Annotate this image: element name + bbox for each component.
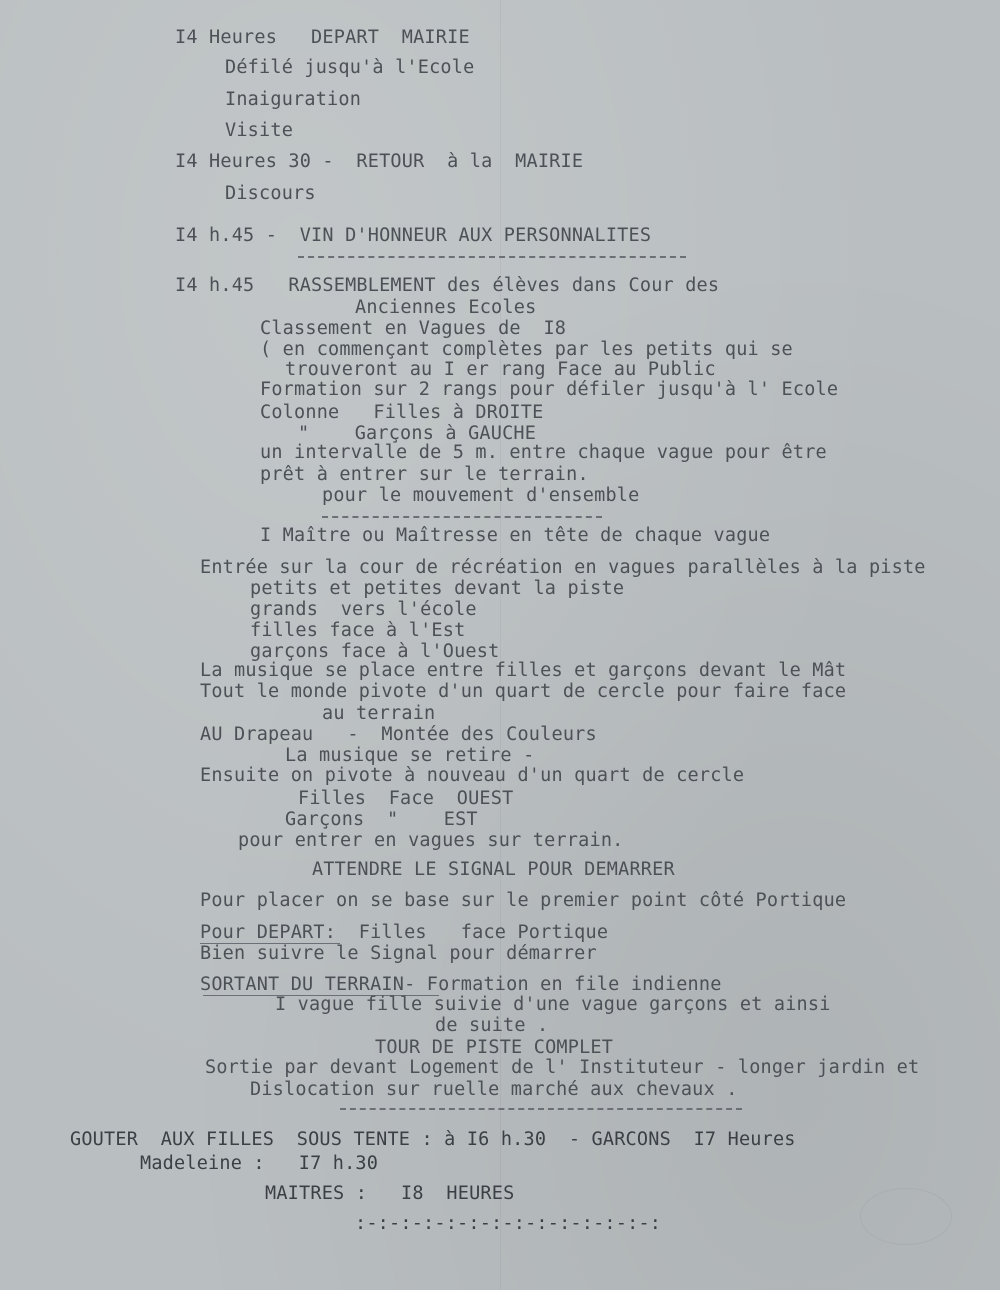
line-au-terrain: au terrain xyxy=(322,703,436,724)
line-sortie: Sortie par devant Logement de l' Instituteur - longer jardin et xyxy=(205,1057,920,1078)
line-rassemblement: I4 h.45 RASSEMBLEMENT des élèves dans Cour des xyxy=(175,275,720,296)
line-vague-fille: I vague fille suivie d'une vague garçons et ainsi xyxy=(275,994,831,1015)
line-mouvement: pour le mouvement d'ensemble xyxy=(322,485,640,506)
line-garcons-est: Garçons " EST xyxy=(285,809,478,830)
line-vin-honneur: I4 h.45 - VIN D'HONNEUR AUX PERSONNALITES xyxy=(175,225,652,246)
line-colonne-filles: Colonne Filles à DROITE xyxy=(260,402,544,423)
line-gouter: GOUTER AUX FILLES SOUS TENTE : à I6 h.30 - GARCONS I7 Heures xyxy=(70,1129,796,1150)
line-musique-retire: La musique se retire - xyxy=(285,745,535,766)
line-musique-place: La musique se place entre filles et garçons devant le Mât xyxy=(200,660,847,681)
line-ensuite: Ensuite on pivote à nouveau d'un quart de cercle xyxy=(200,765,745,786)
line-maitre-tete: I Maître ou Maîtresse en tête de chaque vague xyxy=(260,525,771,546)
line-pour-placer: Pour placer on se base sur le premier point côté Portique xyxy=(200,890,847,911)
line-separator-colons: :-:-:-:-:-:-:-:-:-:-:-:-:-: xyxy=(355,1213,662,1234)
line-grands: grands vers l'école xyxy=(250,599,477,620)
line-tour-piste: TOUR DE PISTE COMPLET xyxy=(375,1037,614,1058)
line-commencant: ( en commençant complètes par les petits qui se xyxy=(260,339,793,360)
line-garcons-ouest: garçons face à l'Ouest xyxy=(250,641,500,662)
line-attendre-signal: ATTENDRE LE SIGNAL POUR DEMARRER xyxy=(312,859,675,880)
line-anciennes-ecoles: Anciennes Ecoles xyxy=(355,297,537,318)
line-maitres: MAITRES : I8 HEURES xyxy=(265,1183,515,1204)
line-dislocation: Dislocation sur ruelle marché aux chevaux . xyxy=(250,1079,738,1100)
line-bien-suivre: Bien suivre le Signal pour démarrer xyxy=(200,943,597,964)
line-petits: petits et petites devant la piste xyxy=(250,578,625,599)
line-entree-cour: Entrée sur la cour de récréation en vagues parallèles à la piste xyxy=(200,557,926,578)
line-intervalle: un intervalle de 5 m. entre chaque vague pour être xyxy=(260,442,827,463)
divider-dashed xyxy=(298,256,686,258)
faded-stamp xyxy=(860,1188,952,1245)
line-discours: Discours xyxy=(225,183,316,204)
divider-dashed xyxy=(340,1108,742,1110)
line-madeleine: Madeleine : I7 h.30 xyxy=(140,1153,379,1174)
line-colonne-garcons: " Garçons à GAUCHE xyxy=(298,423,537,444)
line-pour-depart: Pour DEPART: Filles face Portique xyxy=(200,922,609,943)
line-trouveront: trouveront au I er rang Face au Public xyxy=(285,359,716,380)
line-pret: prêt à entrer sur le terrain. xyxy=(260,464,589,485)
line-inauguration: Inaiguration xyxy=(225,89,362,110)
line-sortant-terrain: SORTANT DU TERRAIN- Formation en file indienne xyxy=(200,974,722,995)
line-filles-est: filles face à l'Est xyxy=(250,620,466,641)
line-formation: Formation sur 2 rangs pour défiler jusqu'à l' Ecole xyxy=(260,379,839,400)
line-visite: Visite xyxy=(225,120,294,141)
line-classement: Classement en Vagues de I8 xyxy=(260,318,567,339)
line-pour-entrer: pour entrer en vagues sur terrain. xyxy=(238,830,624,851)
line-drapeau: AU Drapeau - Montée des Couleurs xyxy=(200,724,597,745)
divider-dashed xyxy=(322,516,602,518)
line-pivote: Tout le monde pivote d'un quart de cercle pour faire face xyxy=(200,681,847,702)
line-depart-mairie: I4 Heures DEPART MAIRIE xyxy=(175,27,470,48)
line-de-suite: de suite . xyxy=(435,1015,549,1036)
line-filles-ouest: Filles Face OUEST xyxy=(298,788,514,809)
line-defile: Défilé jusqu'à l'Ecole xyxy=(225,57,475,78)
line-retour-mairie: I4 Heures 30 - RETOUR à la MAIRIE xyxy=(175,151,584,172)
